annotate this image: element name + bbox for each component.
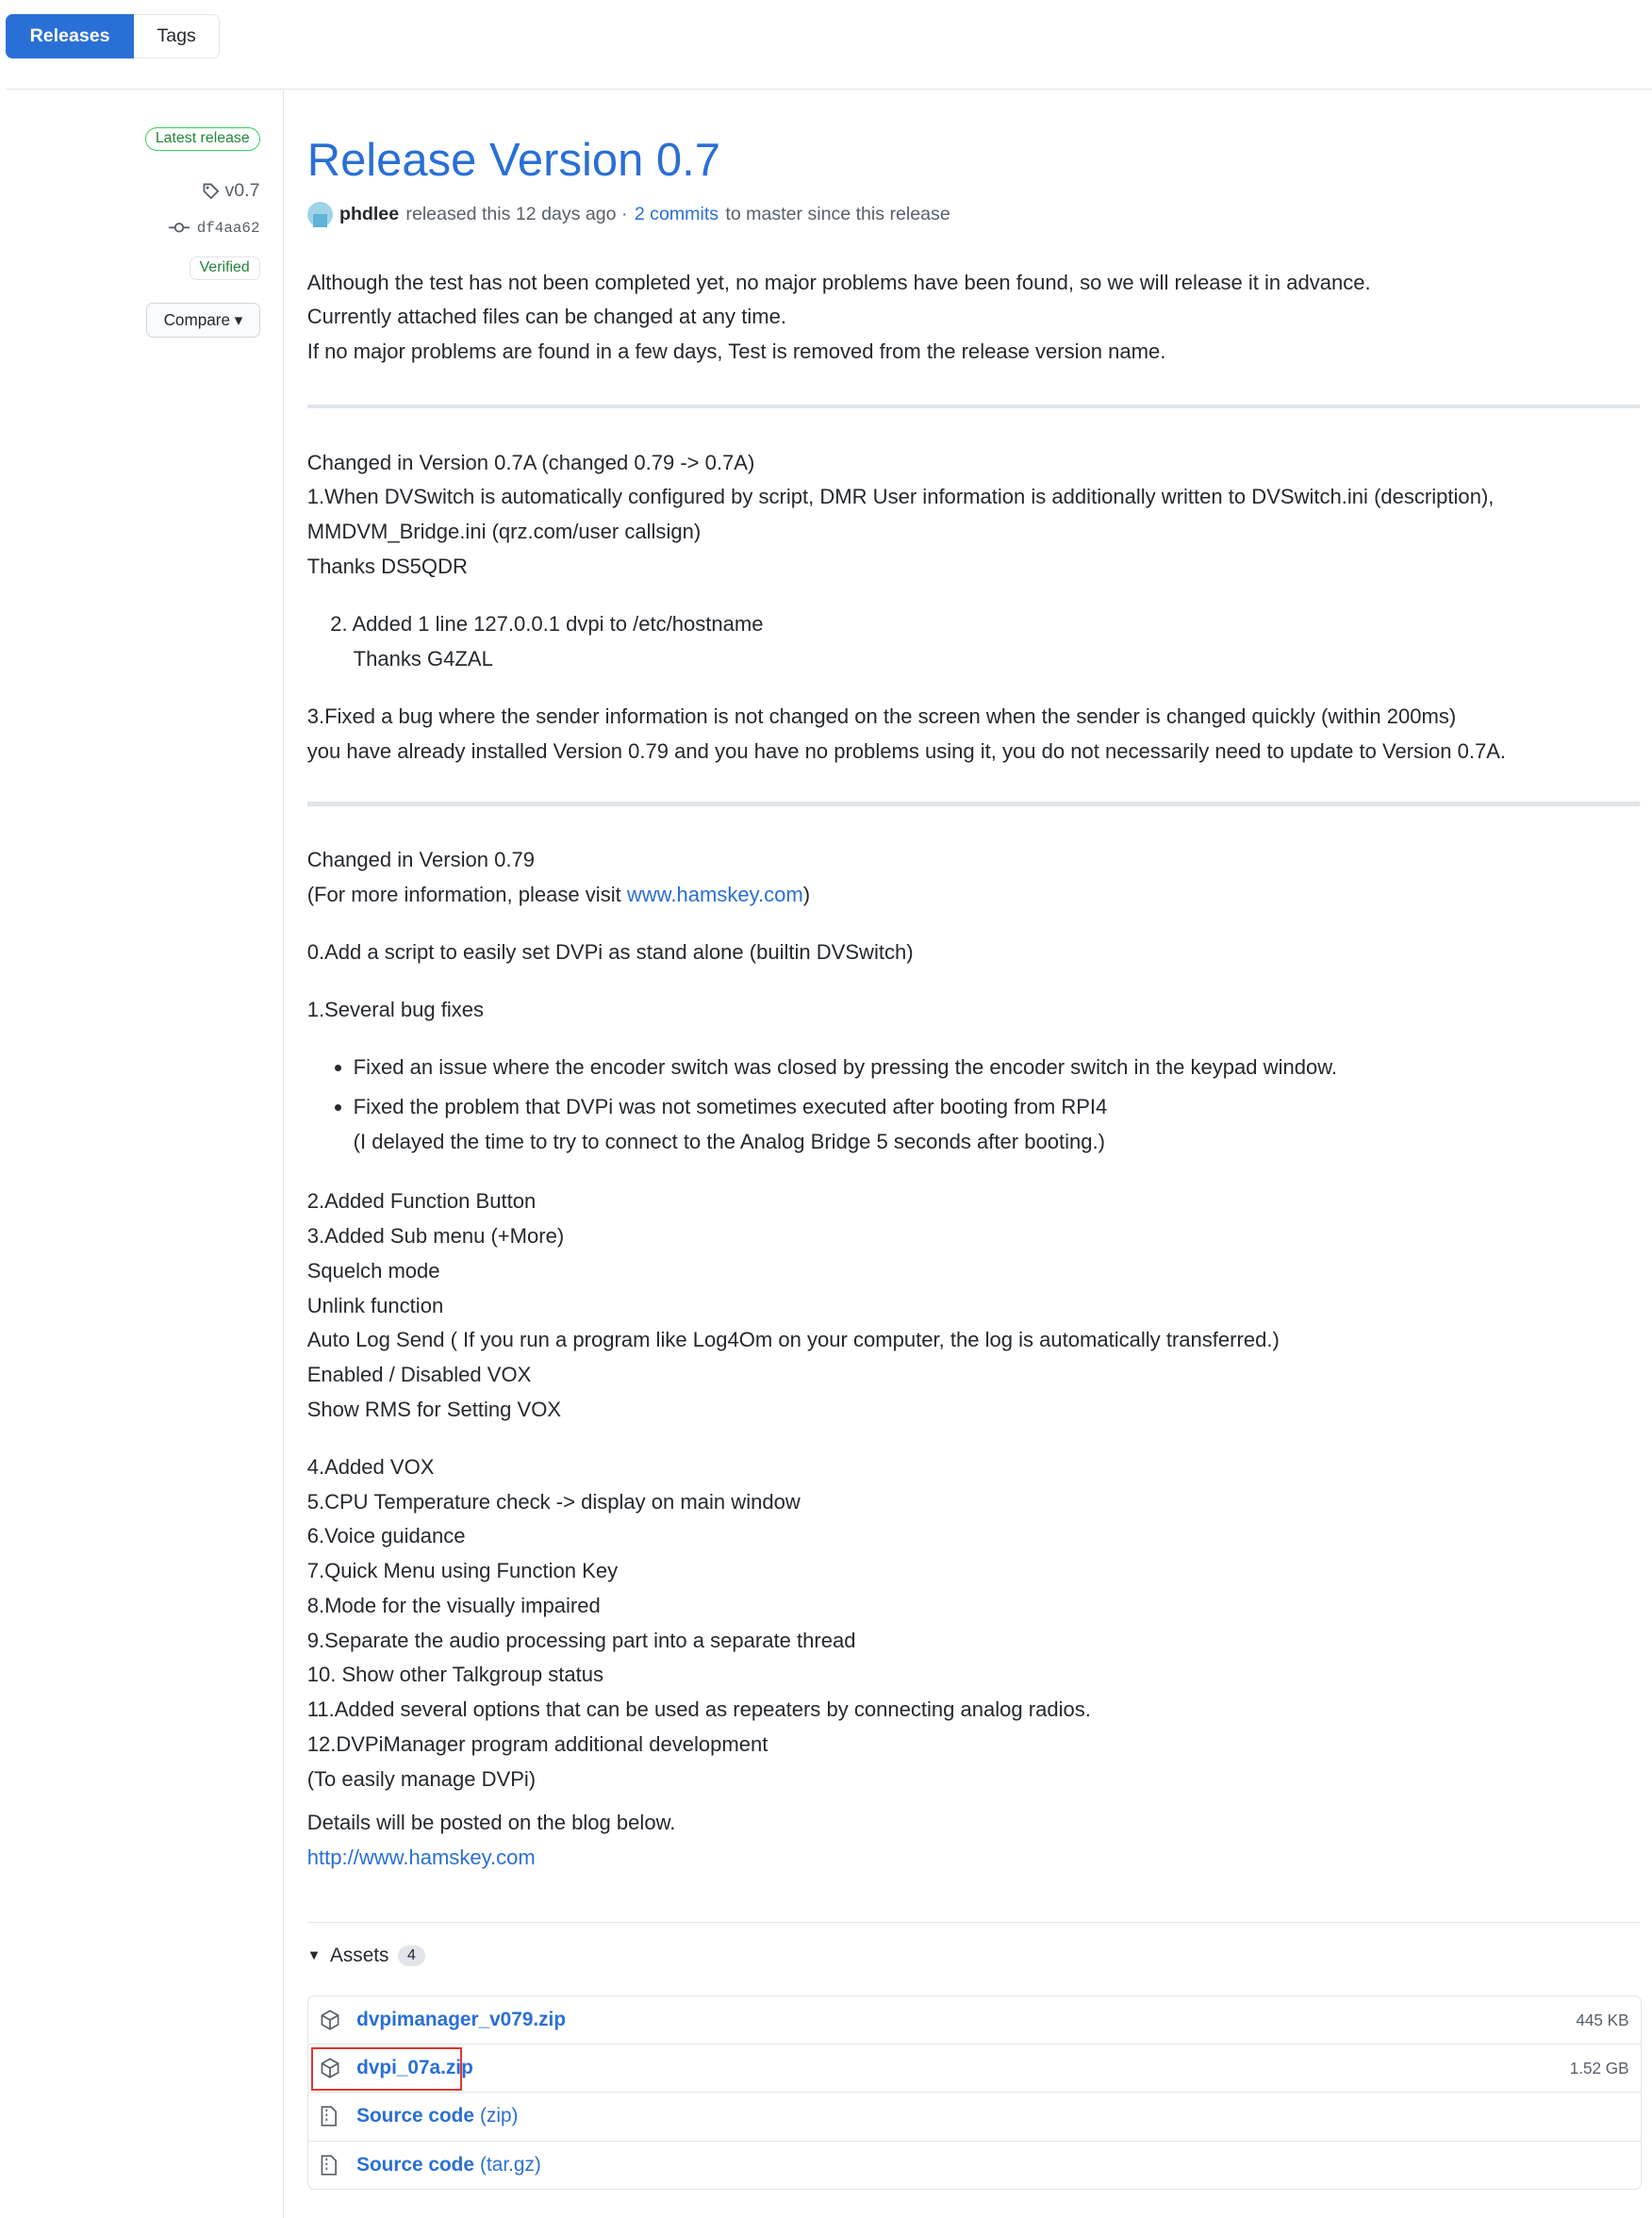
assets-count: 4	[398, 1945, 424, 1967]
text-line: 6.Voice guidance	[307, 1519, 1091, 1554]
release-title[interactable]: Release Version 0.7	[307, 134, 720, 187]
text-line: 7.Quick Menu using Function Key	[307, 1554, 1091, 1589]
text-line: 3.Fixed a bug where the sender information is not changed on the screen when the sender is changed quickly (within 200ms)	[307, 700, 1506, 735]
asset-row[interactable]	[308, 1996, 1641, 2044]
section-divider	[307, 405, 1640, 409]
asset-size: 445 KB	[1576, 2011, 1628, 2030]
text-line: 9.Separate the audio processing part into a separate thread	[307, 1624, 1091, 1659]
text-line	[307, 878, 810, 913]
asset-row[interactable]	[308, 2092, 1641, 2140]
release-meta	[307, 202, 950, 227]
asset-row[interactable]	[308, 2044, 1641, 2092]
asset-name[interactable]: Source code	[356, 2154, 474, 2177]
text-line: you have already installed Version 0.79 and you have no problems using it, you do not necessarily need to update to Version 0.7A.	[307, 735, 1506, 770]
author-link[interactable]: phdlee	[339, 204, 399, 225]
text-line: Thanks DS5QDR	[307, 550, 1495, 585]
asset-name[interactable]: dvpimanager_v079.zip	[356, 2009, 566, 2031]
highlight-box	[311, 2047, 461, 2092]
commits-link[interactable]: 2 commits	[635, 204, 719, 225]
compare-button[interactable]	[146, 303, 259, 339]
tag-label: v0.7	[225, 180, 260, 202]
tab-releases[interactable]: Releases	[6, 14, 134, 58]
text-line: Although the test has not been completed yet, no major problems have been found, so we will release it in advance.	[307, 266, 1371, 301]
text-line: 5.CPU Temperature check -> display on main window	[307, 1485, 1091, 1520]
commit-icon	[169, 221, 190, 235]
text-line: Enabled / Disabled VOX	[307, 1358, 1280, 1393]
tab-tags[interactable]: Tags	[134, 14, 220, 58]
divider	[307, 1922, 1640, 1923]
more-prefix: (For more information, please visit	[307, 883, 627, 906]
item0-text: 0.Add a script to easily set DVPi as stand alone (builtin DVSwitch)	[307, 935, 914, 970]
verified-badge[interactable]: Verified	[190, 257, 260, 280]
asset-format[interactable]: (zip)	[480, 2105, 518, 2127]
triangle-down-icon: ▼	[307, 1948, 322, 1963]
text-line: Thanks G4ZAL	[307, 642, 764, 677]
text-line: Changed in Version 0.7A (changed 0.79 -> 0.7A)	[307, 446, 1495, 481]
tag-icon	[202, 182, 221, 201]
assets-label: Assets	[330, 1945, 388, 1967]
text-line: Changed in Version 0.79	[307, 843, 810, 878]
text-line: 12.DVPiManager program additional development	[307, 1728, 1091, 1763]
text-line: Auto Log Send ( If you run a program like Log4Om on your computer, the log is automatically transferred.)	[307, 1323, 1280, 1358]
file-zip-icon	[320, 2155, 342, 2176]
text-line: MMDVM_Bridge.ini (qrz.com/user callsign)	[307, 515, 1495, 550]
text-line: 2. Added 1 line 127.0.0.1 dvpi to /etc/hostname	[307, 607, 764, 642]
tab-bar	[6, 14, 220, 58]
text-line: 8.Mode for the visually impaired	[307, 1589, 1091, 1624]
text-line: If no major problems are found in a few days, Test is removed from the release version name.	[307, 335, 1371, 370]
text-line: Details will be posted on the blog below.	[307, 1806, 676, 1841]
since-text: to master since this release	[725, 204, 950, 225]
package-icon	[320, 2010, 342, 2030]
item1-text: 1.Several bug fixes	[307, 993, 484, 1028]
text-line: (I delayed the time to try to connect to the Analog Bridge 5 seconds after booting.)	[307, 1125, 1337, 1160]
text-line: 2.Added Function Button	[307, 1184, 1280, 1219]
asset-name[interactable]: dvpi_07a.zip	[356, 2057, 473, 2079]
v07a-item3	[307, 700, 1506, 769]
asset-name[interactable]: Source code	[356, 2105, 474, 2127]
tag-link[interactable]	[202, 180, 259, 202]
commit-sha: df4aa62	[197, 220, 260, 237]
commit-link[interactable]	[169, 220, 259, 237]
v07a-section	[307, 446, 1495, 585]
released-text: released this 12 days ago ·	[405, 204, 627, 225]
text-line: 3.Added Sub menu (+More)	[307, 1219, 1280, 1254]
section-divider	[307, 802, 1640, 806]
caret-down-icon: ▾	[235, 310, 243, 329]
details-text	[307, 1806, 676, 1875]
asset-format[interactable]: (tar.gz)	[480, 2154, 541, 2177]
asset-row[interactable]	[308, 2141, 1641, 2189]
assets-list	[307, 1995, 1642, 2190]
text-line: Show RMS for Setting VOX	[307, 1393, 1280, 1428]
text-line: 1.When DVSwitch is automatically configured by script, DMR User information is additionally written to DVSwitch.ini (description),	[307, 480, 1495, 515]
group2-text	[307, 1184, 1280, 1427]
blog-link[interactable]: http://www.hamskey.com	[307, 1841, 676, 1876]
asset-size: 1.52 GB	[1570, 2059, 1629, 2078]
text-line: 11.Added several options that can be used as repeaters by connecting analog radios.	[307, 1693, 1091, 1728]
list-item: • Fixed an issue where the encoder switch was closed by pressing the encoder switch in the keypad window.	[354, 1051, 1337, 1085]
bug-fix-list	[307, 1051, 1337, 1159]
latest-release-badge: Latest release	[145, 127, 259, 151]
text-line: Unlink function	[307, 1289, 1280, 1324]
text-line: (To easily manage DVPi)	[307, 1763, 1091, 1797]
v079-section	[307, 843, 810, 912]
group3-text	[307, 1450, 1091, 1796]
text-line: Currently attached files can be changed at any time.	[307, 300, 1371, 335]
hamskey-link[interactable]: www.hamskey.com	[627, 883, 803, 906]
text-line: 4.Added VOX	[307, 1450, 1091, 1485]
text-line: 10. Show other Talkgroup status	[307, 1658, 1091, 1693]
v07a-item2	[307, 607, 764, 676]
avatar[interactable]	[307, 202, 333, 227]
file-zip-icon	[320, 2106, 342, 2127]
text-line: Squelch mode	[307, 1254, 1280, 1289]
list-item: • Fixed the problem that DVPi was not sometimes executed after booting from RPI4	[354, 1090, 1337, 1125]
compare-label: Compare	[164, 310, 230, 329]
assets-toggle[interactable]	[307, 1945, 425, 1967]
more-suffix: )	[803, 883, 810, 906]
intro-text	[307, 266, 1371, 370]
release-sidebar	[0, 91, 284, 2218]
